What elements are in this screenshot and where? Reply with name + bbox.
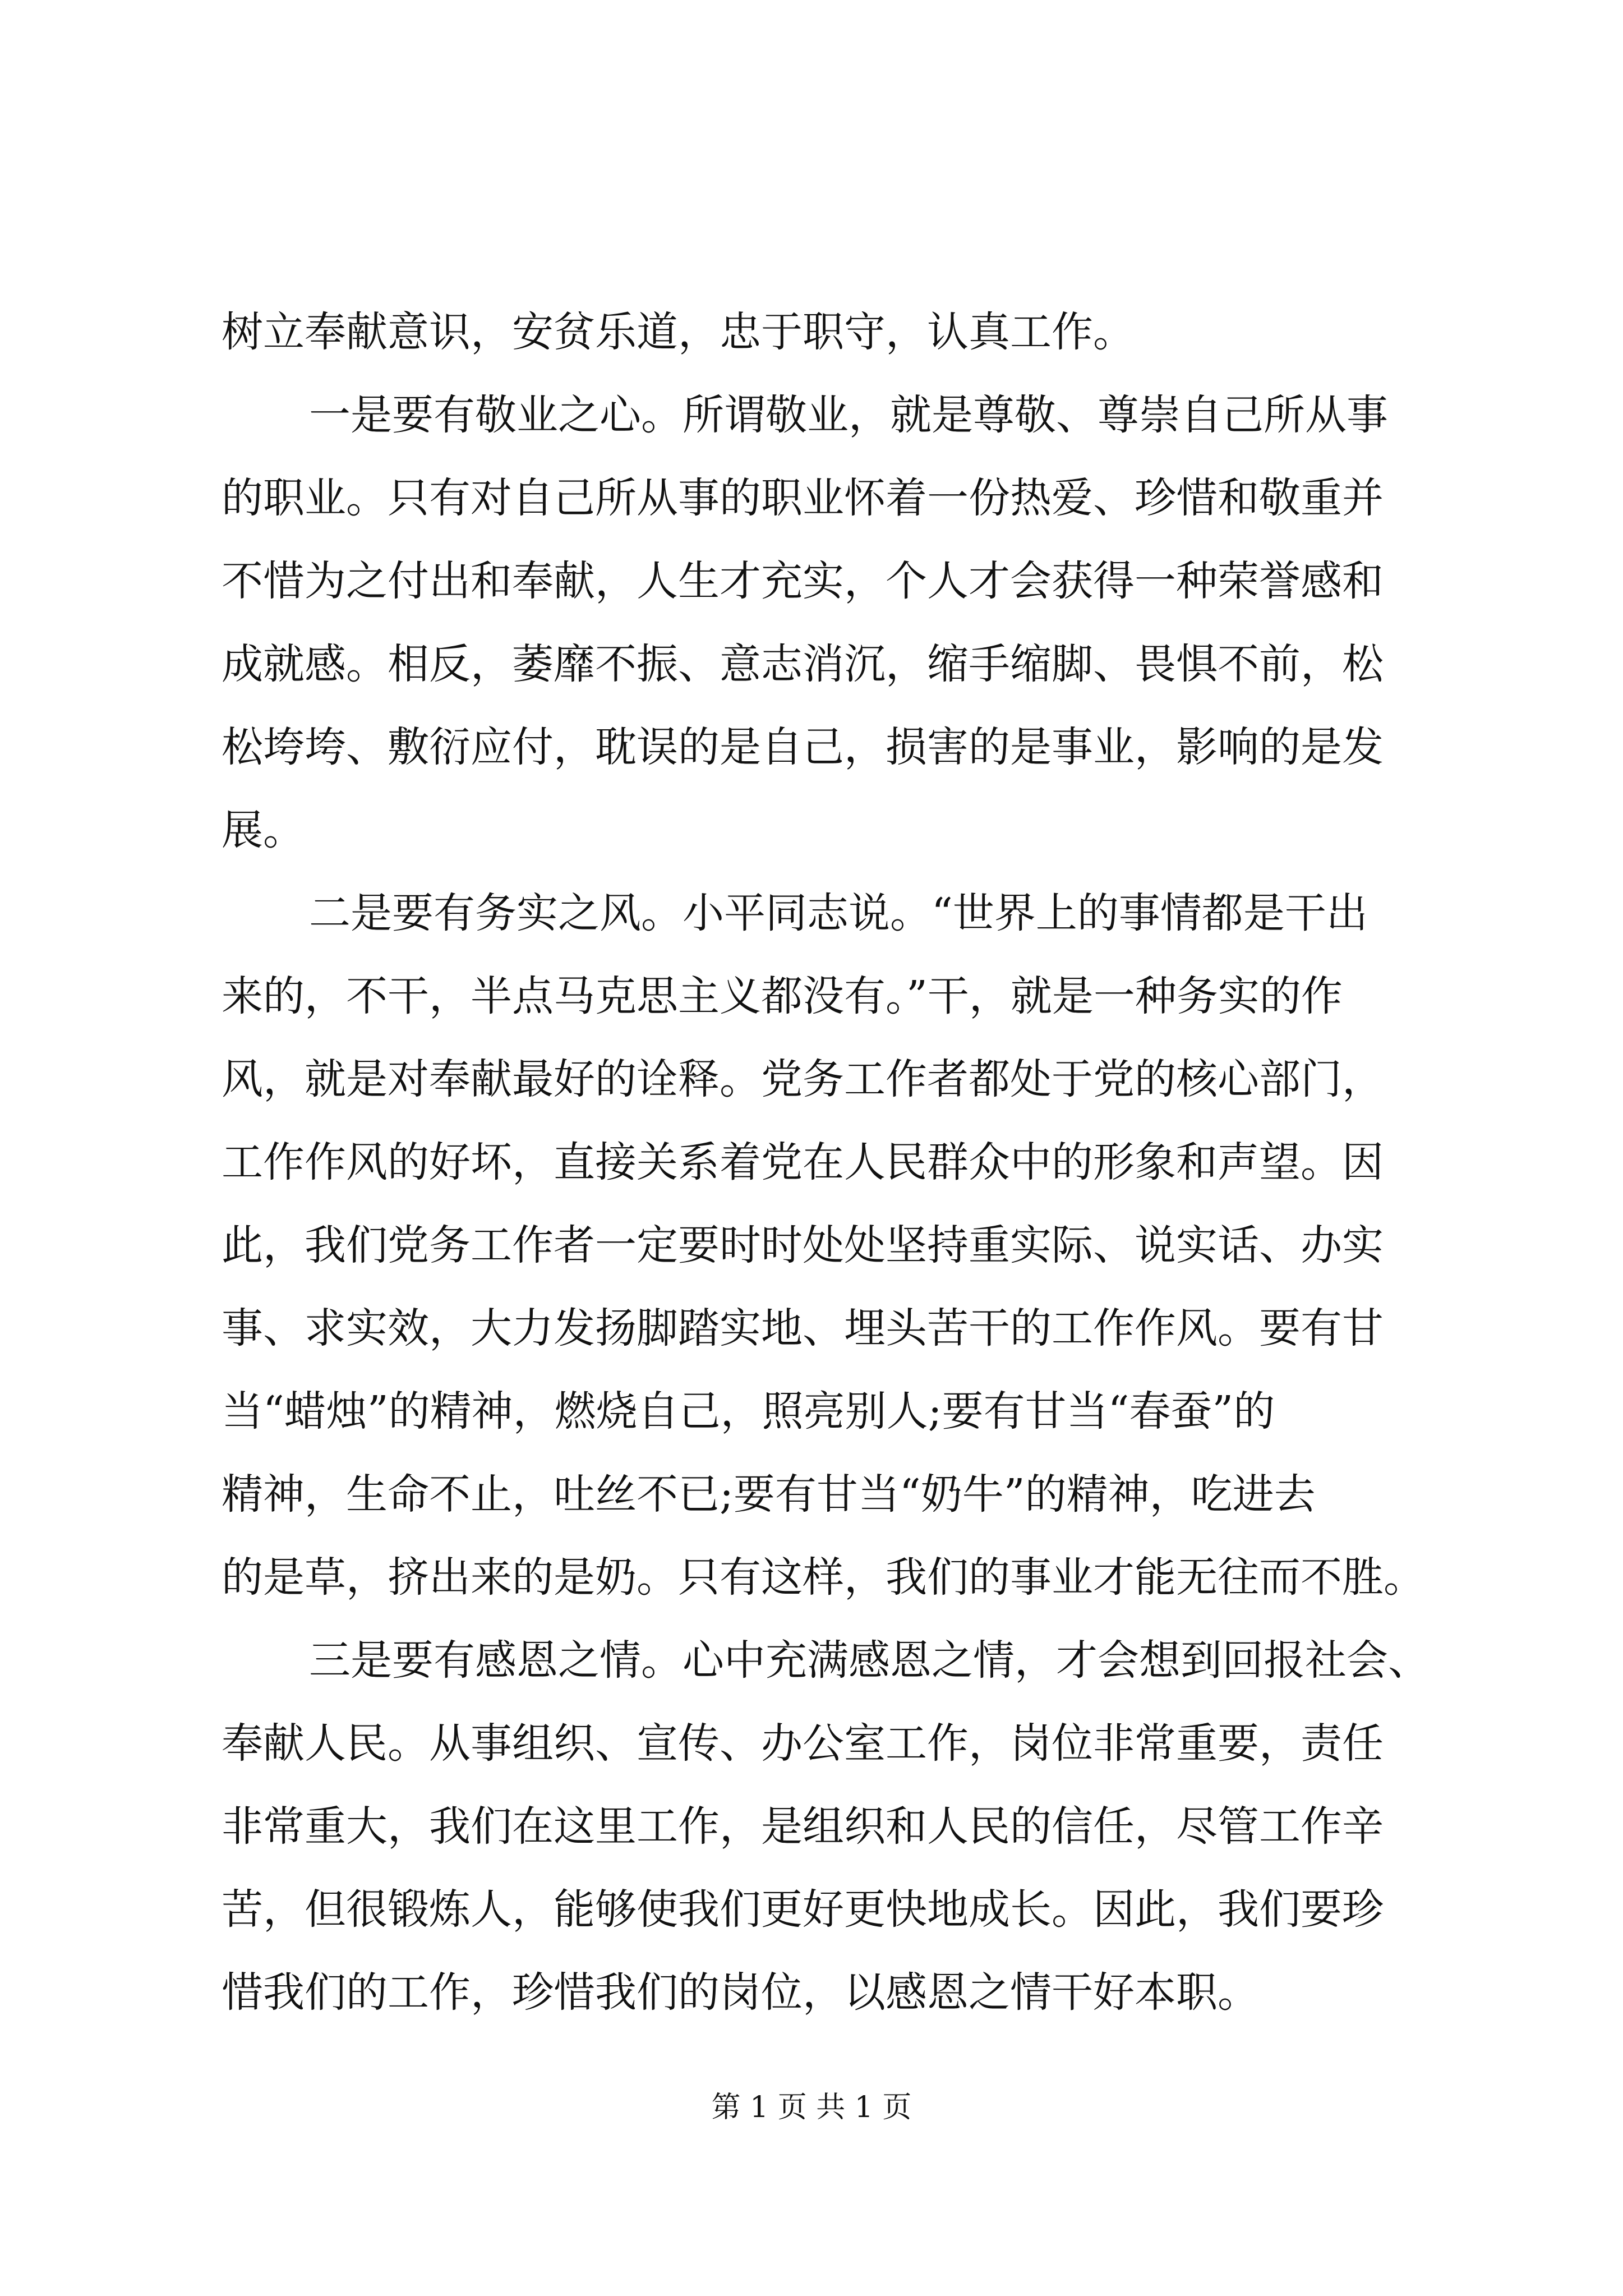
body-line: 树立奉献意识，安贫乐道，忠于职守，认真工作。: [222, 308, 1135, 356]
body-line: 惜我们的工作，珍惜我们的岗位，以感恩之情干好本职。: [222, 1968, 1259, 2017]
body-line: 工作作风的好坏，直接关系着党在人民群众中的形象和声望。因: [222, 1138, 1384, 1186]
paragraph-1-start: 一是要有敬业之心。所谓敬业，就是尊敬、尊崇自己所从事: [309, 391, 1388, 439]
body-line: 奉献人民。从事组织、宣传、办公室工作，岗位非常重要，责任: [222, 1719, 1384, 1768]
body-line: 的职业。只有对自己所从事的职业怀着一份热爱、珍惜和敬重并: [222, 474, 1384, 522]
body-line: 松垮垮、敷衍应付，耽误的是自己，损害的是事业，影响的是发: [222, 723, 1384, 771]
body-line: 当“蜡烛”的精神，燃烧自己，照亮别人;要有甘当“春蚕”的: [222, 1387, 1275, 1435]
body-line: 风，就是对奉献最好的诠释。党务工作者都处于党的核心部门，: [222, 1055, 1384, 1103]
body-line: 不惜为之付出和奉献，人生才充实，个人才会获得一种荣誉感和: [222, 557, 1384, 605]
paragraph-3-start: 三是要有感恩之情。心中充满感恩之情，才会想到回报社会、: [309, 1636, 1430, 1685]
body-line: 事、求实效，大力发扬脚踏实地、埋头苦干的工作作风。要有甘: [222, 1304, 1384, 1352]
document-body: [222, 307, 1455, 2051]
body-line: 的是草，挤出来的是奶。只有这样，我们的事业才能无往而不胜。: [222, 1553, 1425, 1602]
body-line: 精神，生命不止，吐丝不已;要有甘当“奶牛”的精神，吃进去: [222, 1470, 1316, 1519]
paragraph-2-start: 二是要有务实之风。小平同志说。“世界上的事情都是干出: [309, 889, 1368, 937]
body-line: 成就感。相反，萎靡不振、意志消沉，缩手缩脚、畏惧不前，松: [222, 640, 1384, 688]
body-line: 苦，但很锻炼人，能够使我们更好更快地成长。因此，我们要珍: [222, 1885, 1384, 1934]
page-footer: 第 1 页 共 1 页: [711, 2091, 912, 2124]
body-line: 非常重大，我们在这里工作，是组织和人民的信任，尽管工作辛: [222, 1802, 1384, 1851]
body-line: 此，我们党务工作者一定要时时处处坚持重实际、说实话、办实: [222, 1221, 1384, 1269]
body-line: 展。: [222, 806, 305, 854]
body-line: 来的，不干，半点马克思主义都没有。”干，就是一种务实的作: [222, 972, 1343, 1020]
